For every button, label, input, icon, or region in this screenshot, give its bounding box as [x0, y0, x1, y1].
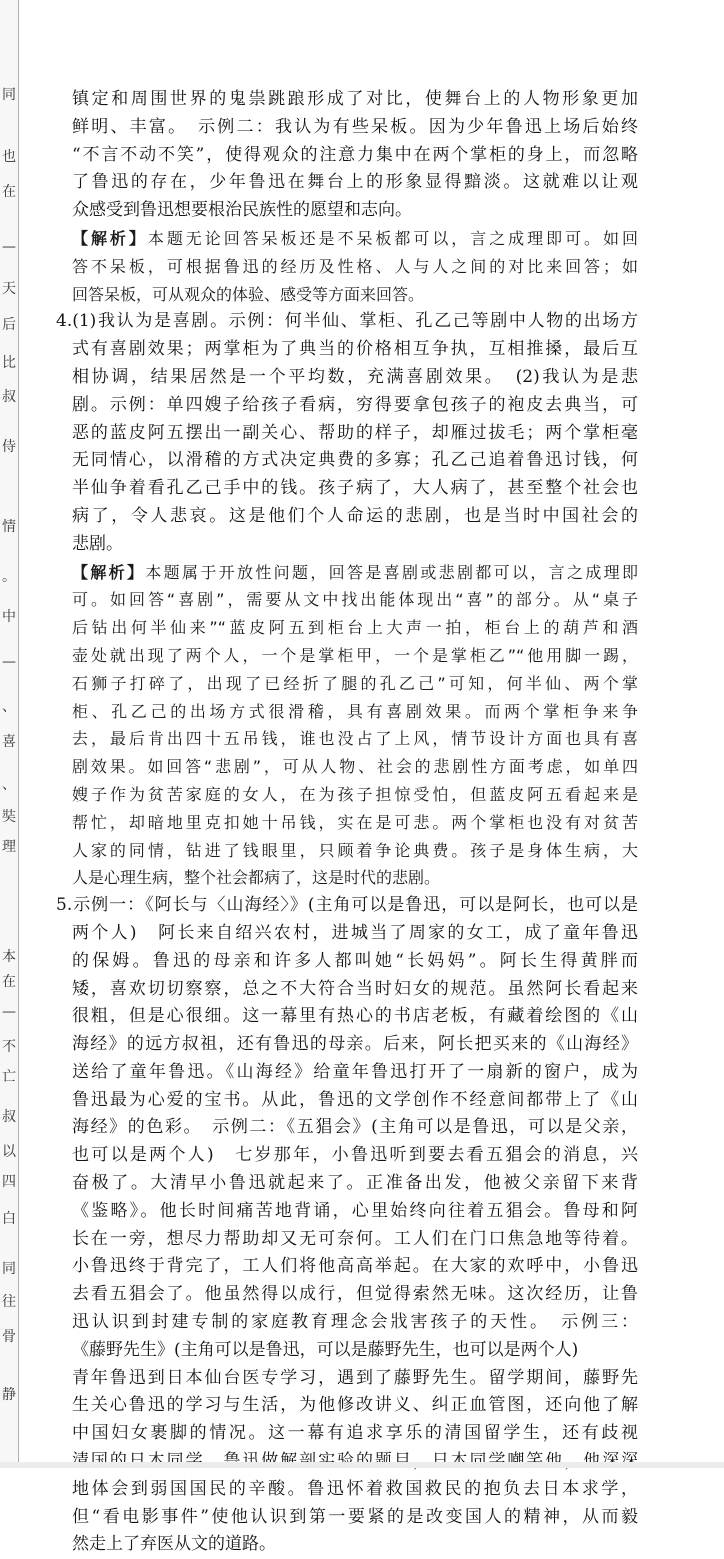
question-number: 4. — [56, 311, 73, 332]
answer-line — [72, 114, 638, 142]
answer-line — [72, 447, 638, 475]
margin-fragment: 同 — [2, 87, 16, 103]
line-text: 帮忙，却暗地里克扣她十吊钱，实在是可悲。两个掌柜也没有对贫苦 — [72, 812, 638, 832]
question-number: 5. — [56, 895, 73, 916]
answer-line — [72, 1531, 638, 1559]
line-text: 壶处就出现了两个人，一个是掌柜甲，一个是掌柜乙”“他用脚一踢， — [72, 645, 638, 665]
answer-line — [72, 142, 638, 170]
answer-line — [72, 86, 638, 114]
line-text: 石狮子打碎了，出现了已经折了腿的孔乙己”可知，何半仙、两个掌 — [72, 673, 638, 693]
margin-fragment: 骨 — [2, 1329, 16, 1345]
analysis-label: 【解析】 — [72, 562, 146, 582]
line-text: 镇定和周围世界的鬼祟跳踉形成了对比，使舞台上的人物形象更加 — [72, 89, 638, 109]
answer-line — [72, 475, 638, 503]
analysis-line — [72, 753, 638, 781]
line-text: 悲剧。 — [72, 533, 123, 554]
line-text: 病了，令人悲哀。这是他们个人命运的悲剧，也是当时中国社会的 — [72, 505, 638, 526]
analysis-line — [72, 253, 638, 281]
answer-line — [72, 948, 638, 976]
margin-fragment: 在 — [2, 974, 16, 990]
line-text: 示例一：《阿长与〈山海经〉》(主角可以是鲁迅，可以是阿长，也可以是 — [72, 895, 638, 916]
margin-fragment: 往 — [2, 1294, 16, 1310]
margin-fragment: 喜 — [2, 734, 16, 750]
margin-fragment: — — [2, 239, 16, 255]
margin-fragment: 比 — [2, 355, 16, 371]
answer-line — [72, 1170, 638, 1198]
line-text: 然走上了弃医从文的道路。 — [72, 1534, 276, 1555]
line-text: 去看五猖会了。他虽然得以成行，但觉得索然无味。这次经历，让鲁 — [72, 1284, 638, 1305]
analysis-line — [72, 864, 638, 892]
line-text: 回答呆板，可从观众的体验、感受等方面来回答。 — [72, 284, 425, 304]
line-text: 众感受到鲁迅想要根治民族性的愿望和志向。 — [72, 200, 412, 221]
line-text: 海经》的色彩。 示例二：《五猖会》(主角可以是鲁迅，可以是父亲， — [72, 1117, 638, 1138]
answer-line — [72, 1337, 638, 1365]
line-text: 剧。示例：单四嫂子给孩子看病，穷得要拿包孩子的袍皮去典当，可 — [72, 394, 638, 415]
answer-line — [72, 1309, 638, 1337]
line-text: 但“看电影事件”使他认识到第一要紧的是改变国人的精神，从而毅 — [72, 1506, 638, 1527]
line-text: 半仙争着看孔乙己手中的钱。孩子病了，大人病了，甚至整个社会也 — [72, 478, 638, 499]
line-text: 鲁迅最为心爱的宝书。从此，鲁迅的文学创作不经意间都带上了《山 — [72, 1089, 638, 1110]
line-text: 人家的同情，钻进了钱眼里，只顾着争论典费。孩子是身体生病，大 — [72, 840, 638, 860]
margin-fragment: 中 — [2, 609, 16, 625]
line-text: (1)我认为是喜剧。示例：何半仙、掌柜、孔乙己等剧中人物的出场方 — [72, 311, 638, 332]
answer-line — [72, 976, 638, 1004]
line-text: 两个人) 阿长来自绍兴农村，进城当了周家的女工，成了童年鲁迅 — [72, 922, 638, 943]
answer-line — [72, 1476, 638, 1504]
analysis-line — [72, 586, 638, 614]
margin-fragment: 以 — [2, 1144, 16, 1160]
line-text: 很粗，但是心很细。这一幕里有热心的书店老板，有藏着绘图的《山 — [72, 1006, 638, 1027]
line-text: 的保姆。鲁迅的母亲和许多人都叫她“长妈妈”。阿长生得黄胖而 — [72, 950, 638, 971]
line-text: 《鉴略》。他长时间痛苦地背诵，心里始终向往着五猖会。鲁母和阿 — [72, 1200, 638, 1221]
answer-line — [72, 336, 638, 364]
margin-fragment: 静 — [2, 1387, 16, 1403]
margin-fragment: 侍 — [2, 439, 16, 455]
margin-fragment: 情 — [2, 519, 16, 535]
margin-fragment: 叔 — [2, 1109, 16, 1125]
analysis-label: 【解析】 — [72, 228, 148, 248]
answer-line — [72, 1087, 638, 1115]
answer-line — [72, 364, 638, 392]
line-text: 答不呆板，可根据鲁迅的经历及性格、人与人之间的对比来回答；如 — [72, 256, 638, 276]
answer-line — [72, 1253, 638, 1281]
analysis-line — [72, 559, 638, 587]
answer-line — [56, 308, 638, 336]
margin-fragment: — — [2, 654, 16, 670]
answer-line — [72, 1059, 638, 1087]
line-text: 矮，喜欢切切察察，总之不大符合当时妇女的规范。虽然阿长看起来 — [72, 978, 638, 999]
line-text: 式有喜剧效果；两掌柜为了典当的价格相互争执，互相推搡，最后互 — [72, 339, 638, 360]
answer-line — [72, 169, 638, 197]
margin-fragment: 不 — [2, 1039, 16, 1055]
answer-line — [56, 892, 638, 920]
margin-fragment: — — [2, 1004, 16, 1020]
answer-line — [72, 1281, 638, 1309]
analysis-line — [72, 725, 638, 753]
line-text: 剧效果。如回答“悲剧”，可从人物、社会的悲剧性方面考虑，如单四 — [72, 757, 638, 777]
margin-fragment: 也 — [2, 149, 16, 165]
answer-line — [72, 1365, 638, 1393]
line-text: 地体会到弱国国民的辛酸。鲁迅怀着救国救民的抱负去日本求学， — [72, 1478, 638, 1499]
margin-fragment: 本 — [2, 949, 16, 965]
answer-page — [56, 86, 638, 1559]
margin-fragment: 、 — [2, 777, 16, 793]
answer-line — [72, 420, 638, 448]
line-text: 恶的蓝皮阿五摆出一副关心、帮助的样子，却雁过拔毛；两个掌柜毫 — [72, 422, 638, 443]
line-text: 了鲁迅的存在，少年鲁迅在舞台上的形象显得黯淡。这就难以让观 — [72, 172, 638, 193]
answer-line — [72, 1198, 638, 1226]
margin-fragment: 白 — [2, 1211, 16, 1227]
line-text: 中国妇女裹脚的情况。这一幕有追求享乐的清国留学生，还有歧视 — [72, 1423, 638, 1444]
analysis-line — [72, 837, 638, 865]
analysis-line — [72, 642, 638, 670]
line-text: 人是心理生病，整个社会都病了，这是时代的悲剧。 — [72, 868, 441, 888]
line-text: 奋极了。大清早小鲁迅就起来了。正准备出发，他被父亲留下来背 — [72, 1173, 638, 1194]
page-bottom-edge — [0, 1462, 724, 1468]
line-text: 去，最后肯出四十五吊钱，谁也没占了上风，情节设计方面也具有喜 — [72, 729, 638, 749]
margin-fragment: 、 — [2, 699, 16, 715]
margin-fragment: 天 — [2, 281, 16, 297]
margin-fragment: 在 — [2, 184, 16, 200]
line-text: 嫂子作为贫苦家庭的女人，在为孩子担惊受怕，但蓝皮阿五看起来是 — [72, 784, 638, 804]
answer-line — [72, 920, 638, 948]
line-text: 相协调，结果居然是一个平均数，充满喜剧效果。 (2)我认为是悲 — [72, 366, 638, 387]
line-text: 后钻出何半仙来”“蓝皮阿五到柜台上大声一拍，柜台上的葫芦和酒 — [72, 618, 638, 638]
analysis-line — [72, 781, 638, 809]
margin-fragment: 。 — [2, 569, 16, 585]
answer-line — [72, 1142, 638, 1170]
line-text: 海经》的远方叔祖，还有鲁迅的母亲。后来，阿长把买来的《山海经》 — [72, 1034, 638, 1055]
line-text: 鲜明、丰富。 示例二：我认为有些呆板。因为少年鲁迅上场后始终 — [72, 116, 638, 137]
line-text: 本题无论回答呆板还是不呆板都可以，言之成理即可。如回 — [147, 228, 638, 248]
analysis-line — [72, 670, 638, 698]
left-margin-strip — [0, 0, 19, 1468]
margin-fragment: 理 — [2, 839, 16, 855]
line-text: 也可以是两个人) 七岁那年，小鲁迅听到要去看五猖会的消息，兴 — [72, 1145, 638, 1166]
margin-fragment: 亡 — [2, 1069, 16, 1085]
line-text: 可。如回答“喜剧”，需要从文中找出能体现出“喜”的部分。从“桌子 — [72, 590, 638, 610]
line-text: “不言不动不笑”，使得观众的注意力集中在两个掌柜的身上，而忽略 — [72, 144, 638, 165]
analysis-line — [72, 698, 638, 726]
line-text: 生关心鲁迅的学习与生活，为他修改讲义、纠正血管图，还向他了解 — [72, 1395, 638, 1416]
answer-line — [72, 1031, 638, 1059]
answer-line — [72, 1114, 638, 1142]
line-text: 迅认识到封建专制的家庭教育理念会戕害孩子的天性。 示例三： — [72, 1312, 638, 1333]
answer-line — [72, 197, 638, 225]
margin-fragment: 奘 — [2, 809, 16, 825]
line-text: 无同情心，以滑稽的方式决定典费的多寡；孔乙己追着鲁迅讨钱，何 — [72, 450, 638, 471]
answer-line — [72, 1003, 638, 1031]
analysis-line — [72, 809, 638, 837]
answer-line — [72, 503, 638, 531]
line-text: 长在一旁，想尽力帮助却又无可奈何。工人们在门口焦急地等待着。 — [72, 1228, 638, 1249]
margin-fragment: 后 — [2, 317, 16, 333]
margin-fragment: 四 — [2, 1174, 16, 1190]
line-text: 《藤野先生》(主角可以是鲁迅，可以是藤野先生，也可以是两个人) — [72, 1339, 579, 1360]
line-text: 小鲁迅终于背完了，工人们将他高高举起。在大家的欢呼中，小鲁迅 — [72, 1256, 638, 1277]
answer-line — [72, 1226, 638, 1254]
line-text: 青年鲁迅到日本仙台医专学习，遇到了藤野先生。留学期间，藤野先 — [72, 1367, 638, 1388]
answer-line — [72, 392, 638, 420]
analysis-line — [72, 281, 638, 309]
answer-line — [72, 1504, 638, 1532]
analysis-line — [72, 225, 638, 253]
answer-line — [72, 1392, 638, 1420]
answer-line — [72, 531, 638, 559]
line-text: 柜、孔乙己的出场方式很滑稽，具有喜剧效果。而两个掌柜争来争 — [72, 701, 638, 721]
analysis-line — [72, 614, 638, 642]
line-text: 送给了童年鲁迅。《山海经》给童年鲁迅打开了一扇新的窗户，成为 — [72, 1061, 638, 1082]
margin-fragment: 叔 — [2, 389, 16, 405]
answer-line — [72, 1420, 638, 1448]
margin-fragment: 同 — [2, 1261, 16, 1277]
line-text: 本题属于开放性问题，回答是喜剧或悲剧都可以，言之成理即 — [145, 562, 638, 582]
